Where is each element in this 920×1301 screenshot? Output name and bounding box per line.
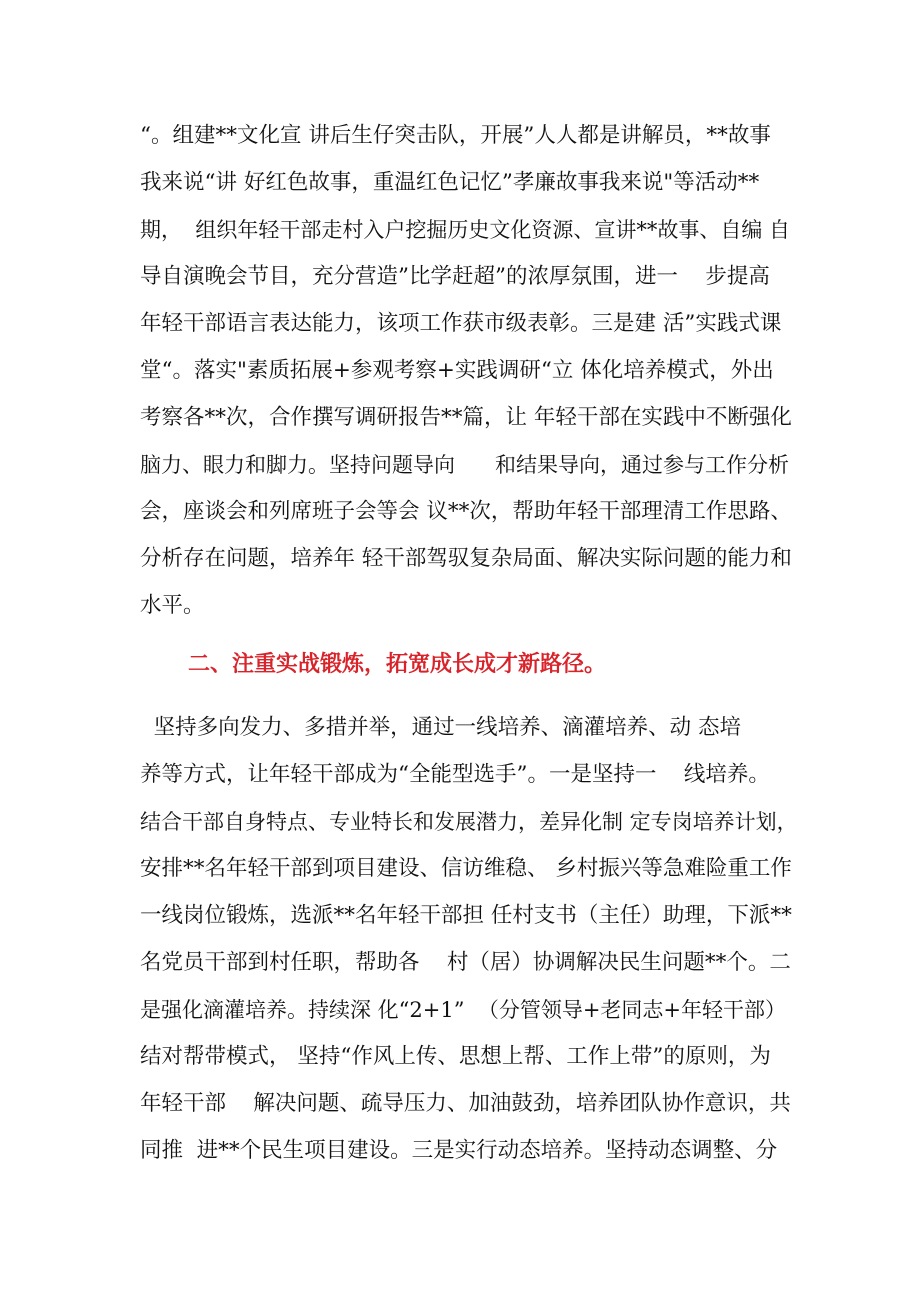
paragraph1-line: 堂“。落实"素质拓展+参观考察+实践调研“立 体化培养模式，外出 [140,358,774,383]
paragraph1-line: “。组建**文化宣 讲后生仔突击队，开展”人人都是讲解员，**故事 [140,123,771,148]
paragraph1-line: 期， 组织年轻干部走村入户挖掘历史文化资源、宣讲**故事、自编 自 [140,218,791,242]
paragraph2-line: 是强化滴灌培养。持续深 化“2+1” （分管领导+老同志+年轻干部） [140,998,787,1022]
paragraph2-line: 同推 进**个民生项目建设。三是实行动态培养。坚持动态调整、分 [140,1138,778,1163]
paragraph1-line: 我来说“讲 好红色故事，重温红色记忆”孝廉故事我来说"等活动** [140,170,760,195]
paragraph2-line: 坚持多向发力、多措并举，通过一线培养、滴灌培养、动 态培 [140,715,742,740]
paragraph2-line: 安排**名年轻干部到项目建设、信访维稳、 乡村振兴等急难险重工作 [140,856,792,881]
paragraph1-line: 年轻干部语言表达能力，该项工作获市级表彰。三是建 活”实践式课 [140,311,782,336]
paragraph1-line: 水平。 [140,593,205,618]
paragraph2-line: 年轻干部 解决问题、疏导压力、加油鼓劲，培养团队协作意识，共 [140,1091,791,1116]
paragraph1-line: 脑力、眼力和脚力。坚持问题导向 和结果导向，通过参与工作分析 [140,453,790,477]
section-heading: 二、注重实战锻炼，拓宽成长成才新路径。 [188,652,607,677]
paragraph1-line: 考察各**次，合作撰写调研报告**篇，让 年轻干部在实践中不断强化 [140,405,792,430]
paragraph2-line: 结合干部自身特点、专业特长和发展潜力，差异化制 定专岗培养计划， [140,810,798,834]
paragraph2-line: 一线岗位锻炼，选派**名年轻干部担 任村支书（主任）助理，下派** [140,903,792,928]
paragraph1-line: 分析存在问题，培养年 轻干部驾驭复杂局面、解决实际问题的能力和 [140,546,792,571]
paragraph2-line: 结对帮带模式， 坚持“作风上传、思想上帮、工作上带”的原则，为 [140,1044,771,1069]
paragraph1-line: 导自演晚会节目，充分营造”比学赶超”的浓厚氛围，进一 步提高 [140,264,770,289]
paragraph2-line: 名党员干部到村任职，帮助各 村（居）协调解决民生问题**个。二 [140,950,791,975]
paragraph1-line: 会，座谈会和列席班子会等会 议**次，帮助年轻干部理清工作思路、 [140,499,792,524]
paragraph2-line: 养等方式，让年轻干部成为“全能型选手”。一是坚持一 线培养。 [140,762,770,787]
